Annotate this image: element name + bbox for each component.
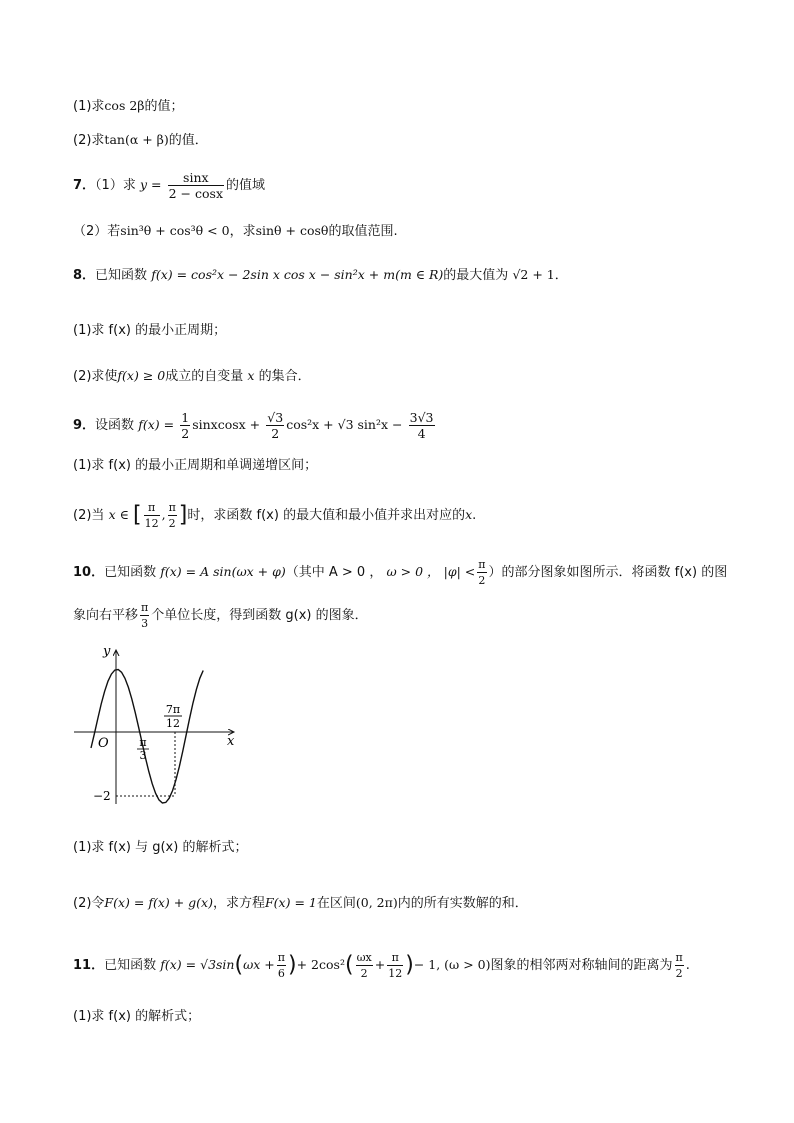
- x-axis-label: x: [227, 734, 235, 749]
- q11-stem: 11．已知函数 f(x) = √3sin(ωx + $\frac{\pi}{6}$ )+ 2cos²( $\frac{\omega x}{2}$ + $\frac{\pi}{12}$ )− 1, (ω > 0)图象的相邻两对称轴间的距离为 $\frac{\pi}{2}$ .: [73, 951, 690, 980]
- q8-part2: (2)求使f(x) ≥ 0成立的自变量 x 的集合．: [73, 368, 311, 384]
- q11-part1: (1)求 f(x) 的解析式；: [73, 1009, 201, 1024]
- q9-part2: (2)当 x ∈ [ $\frac{\pi}{12}$ , $\frac{\pi}{2}$ ]时，求函数 f(x) 的最大值和最小值并求出对应的x.: [73, 501, 477, 530]
- tick-pi3-den: 3: [139, 749, 147, 762]
- q7-part2: （2）若sin³θ + cos³θ < 0，求sinθ + cosθ的取值范围.: [73, 223, 398, 239]
- q10-stem-line1: 10．已知函数 f(x) = A sin(ωx + φ)（其中 A > 0 ， ω > 0 ， |φ| < $\frac{\pi}{2}$ ）的部分图象如图所示．将函数 f(x) 的图: [73, 558, 728, 587]
- min-value-label: −2: [93, 789, 111, 803]
- tick-7pi12-den: 12: [166, 717, 180, 730]
- q6-part1: (1)求cos 2β的值；: [73, 98, 184, 114]
- y-axis-label: y: [103, 644, 111, 659]
- tick-pi3-num: π: [139, 736, 147, 749]
- q10-part1: (1)求 f(x) 与 g(x) 的解析式；: [73, 840, 248, 855]
- origin-label: O: [98, 736, 109, 751]
- q7-stem: 7．（1）求 y = $\frac{\sin x}{2 - \cos x}$ 的值域: [73, 170, 266, 201]
- q9-stem: 9．设函数 f(x) = $\frac{1}{2}$ sinxcosx + $\frac{√3}{2}$ cos²x + √3 sin²x − $\frac{3√3}{4}$: [73, 410, 434, 441]
- q8-stem: 8．已知函数 f(x) = cos²x − 2sin x cos x − sin²x + m(m ∈ R)的最大值为 √2 + 1．: [73, 267, 568, 283]
- q10-stem-line2: 象向右平移 $\frac{\pi}{3}$ 个单位长度，得到函数 g(x) 的图象．: [73, 601, 368, 630]
- q10-part2: (2)令F(x) = f(x) + g(x)，求方程F(x) = 1在区间(0, 2π)内的所有实数解的和．: [73, 895, 528, 911]
- q9-part1: (1)求 f(x) 的最小正周期和单调递增区间；: [73, 458, 318, 473]
- tick-7pi12-num: 7π: [165, 703, 181, 716]
- q7-fraction: $\frac{\sin x}{2 - \cos x}$: [168, 170, 223, 201]
- q6-part2: (2)求tan(α + β)的值．: [73, 132, 208, 148]
- sine-graph-figure: [68, 640, 243, 815]
- q8-part1: (1)求 f(x) 的最小正周期；: [73, 323, 227, 338]
